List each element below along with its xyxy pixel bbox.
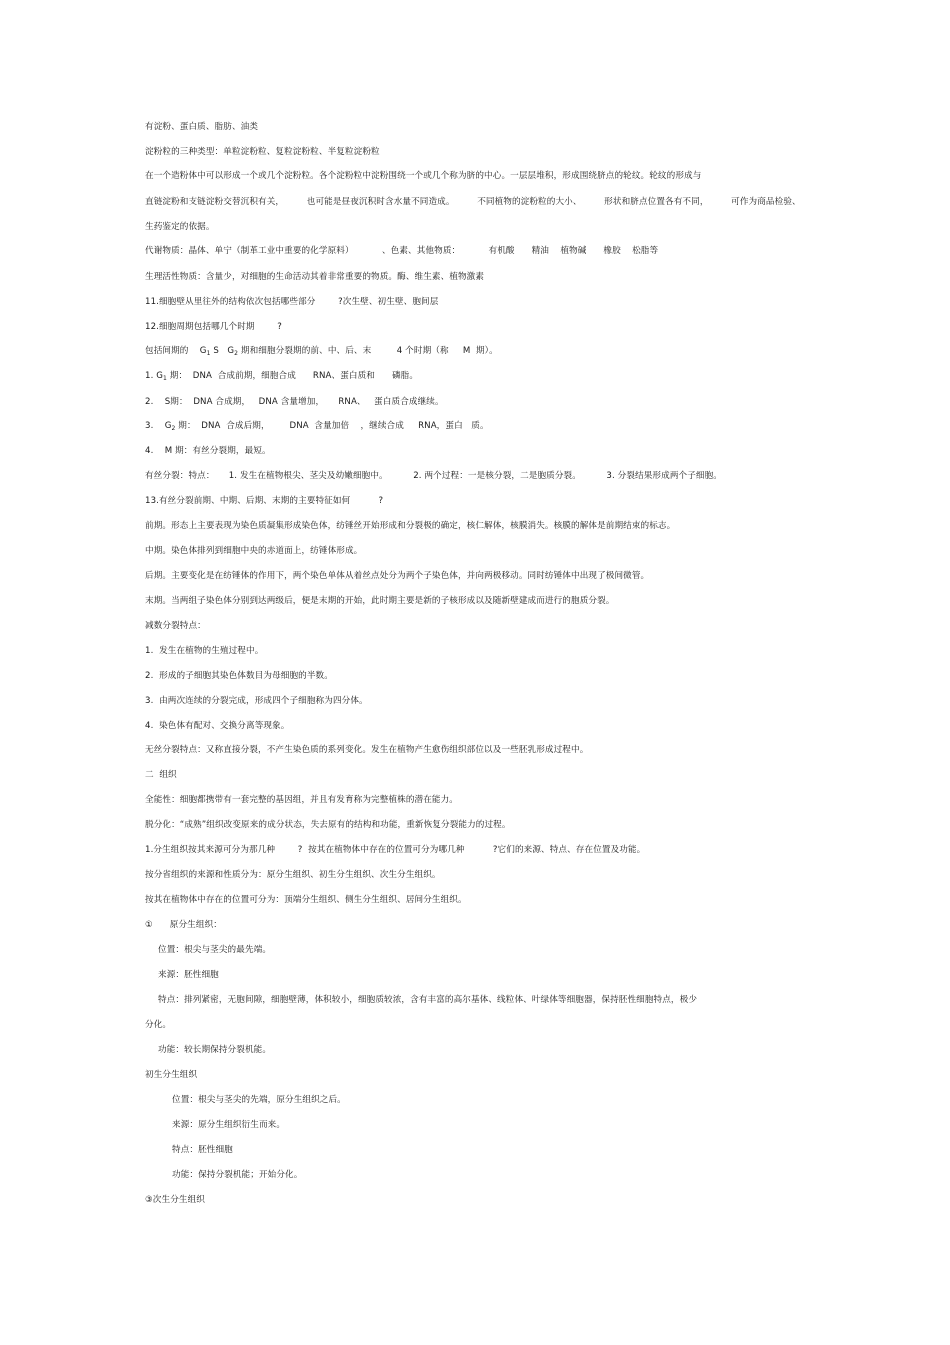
text-line: 初生分生组织 [145, 1070, 198, 1080]
text-line: 末期。当两组子染色体分别到达两级后，便是末期的开始，此时期主要是新的子核形成以及随新壁建成而进行的胞质分裂。 [145, 596, 615, 606]
text-line: 有丝分裂：特点： 1. 发生在植物根尖、茎尖及幼嫩细胞中。 2. 两个过程：一是核分裂，二是胞质分裂。 3. 分裂结果形成两个子细胞。 [145, 471, 722, 481]
text-line: 直链淀粉和支链淀粉交替沉积有关， 也可能是昼夜沉积时含水量不同造成。 不同植物的淀粉粒的大小、 形状和脐点位置各有不同， 可作为商品检验、 [145, 197, 801, 207]
text-line: 代谢物质：晶体、单宁（制革工业中重要的化学原料） 、色素、其他物质： 有机酸 精油 植物碱 橡胶 松脂等 [145, 246, 659, 256]
text-line: 4. 染色体有配对、交换分离等现象。 [145, 721, 290, 731]
text-line: 11.细胞壁从里往外的结构依次包括哪些部分 ?次生壁、初生壁、胞间层 [145, 297, 439, 307]
text-line: 1. 发生在植物的生殖过程中。 [145, 646, 264, 656]
text-line: 分化。 [145, 1020, 172, 1030]
text-line: 无丝分裂特点：又称直接分裂，不产生染色质的系列变化。发生在植物产生愈伤组织部位以及一些胚乳形成过程中。 [145, 745, 589, 755]
text-line: 按分省组织的来源和性质分为：原分生组织、初生分生组织、次生分生组织。 [145, 870, 441, 880]
text-line: 来源：胚性细胞 [158, 970, 219, 980]
text-line: 2. 形成的子细胞其染色体数目为母细胞的半数。 [145, 671, 333, 681]
text-span: 期： DNA 合成前期，细胞合成 RNA、蛋白质和 磷脂。 [166, 371, 419, 381]
text-line: 功能：较长期保持分裂机能。 [158, 1045, 272, 1055]
text-line: 在一个造粉体中可以形成一个或几个淀粉粒。各个淀粉粒中淀粉围绕一个或几个称为脐的中心。一层层堆积，形成围绕脐点的轮纹。轮纹的形成与 [145, 171, 702, 181]
text-line: 位置：根尖与茎尖的最先端。 [158, 945, 272, 955]
text-line: 中期。染色体排列到细胞中央的赤道面上，纺锤体形成。 [145, 546, 363, 556]
text-span: S G [210, 346, 235, 356]
section-heading: 二 组织 [145, 770, 177, 780]
text-line: 减数分裂特点： [145, 621, 206, 631]
text-line: 后期。主要变化是在纺锤体的作用下，两个染色单体从着丝点处分为两个子染色体，并向两极移动。同时纺锤体中出现了极间微管。 [145, 571, 650, 581]
text-line: ① 原分生组织： [145, 920, 222, 930]
text-line: 功能：保持分裂机能；开始分化。 [172, 1170, 303, 1180]
text-line: 特点：排列紧密，无胞间隙，细胞壁薄，体积较小，细胞质较浓，含有丰富的高尔基体、线粒体、叶绿体等细胞器，保持胚性细胞特点，极少 [158, 995, 698, 1005]
text-span: 3. G [145, 421, 172, 431]
g1-phase-line [145, 371, 418, 382]
cell-cycle-intro [145, 346, 498, 357]
g2-phase-line [145, 421, 489, 432]
text-line: ③次生分生组织 [145, 1195, 205, 1205]
subscript: 1 [206, 350, 211, 357]
text-line: 3. 由两次连续的分裂完成，形成四个子细胞称为四分体。 [145, 696, 368, 706]
text-line: 特点：胚性细胞 [172, 1145, 233, 1155]
text-line: 前期。形态上主要表现为染色质凝集形成染色体，纺锤丝开始形成和分裂极的确定，核仁解体，核膜消失。核膜的解体是前期结束的标志。 [145, 521, 676, 531]
text-line: 位置：根尖与茎尖的先端，原分生组织之后。 [172, 1095, 346, 1105]
text-line: 全能性：细胞都携带有一套完整的基因组，并且有发育称为完整植株的潜在能力。 [145, 795, 458, 805]
text-line: 12.细胞周期包括哪几个时期 ? [145, 322, 282, 332]
text-line: 4. M 期：有丝分裂期，最短。 [145, 446, 271, 456]
text-line: 有淀粉、蛋白质、脂肪、油类 [145, 122, 259, 132]
text-span: 1. G [145, 371, 163, 381]
text-line: 13.有丝分裂前期、中期、后期、末期的主要特征如何 ? [145, 496, 384, 506]
text-line: 2. S期： DNA 合成期， DNA 含量增加， RNA、 蛋白质合成继续。 [145, 397, 444, 407]
text-line: 按其在植物体中存在的位置可分为：顶端分生组织、侧生分生组织、居间分生组织。 [145, 895, 467, 905]
text-span: 期和细胞分裂期的前、中、后、末 4 个时期（称 M 期）。 [238, 346, 498, 356]
subscript: 2 [234, 350, 239, 357]
text-span: 期： DNA 合成后期， DNA 含量加倍 ，继续合成 RNA，蛋白 质。 [175, 421, 489, 431]
text-line: 生药鉴定的依据。 [145, 222, 215, 232]
text-line: 脱分化：“成熟”组织改变原来的成分状态，失去原有的结构和功能，重新恢复分裂能力的过程。 [145, 820, 511, 830]
subscript: 2 [171, 425, 176, 432]
subscript: 1 [163, 375, 167, 382]
text-line: 1.分生组织按其来源可分为那几种 ? 按其在植物体中存在的位置可分为哪几种 ?它们的来源、特点、存在位置及功能。 [145, 845, 646, 855]
text-line: 生理活性物质：含量少，对细胞的生命活动其着非常重要的物质。酶、维生素、植物激素 [145, 272, 485, 282]
text-line: 来源：原分生组织衍生而来。 [172, 1120, 286, 1130]
text-line: 淀粉粒的三种类型：单粒淀粉粒、复粒淀粉粒、半复粒淀粉粒 [145, 147, 380, 157]
text-span: 包括间期的 G [145, 346, 207, 356]
